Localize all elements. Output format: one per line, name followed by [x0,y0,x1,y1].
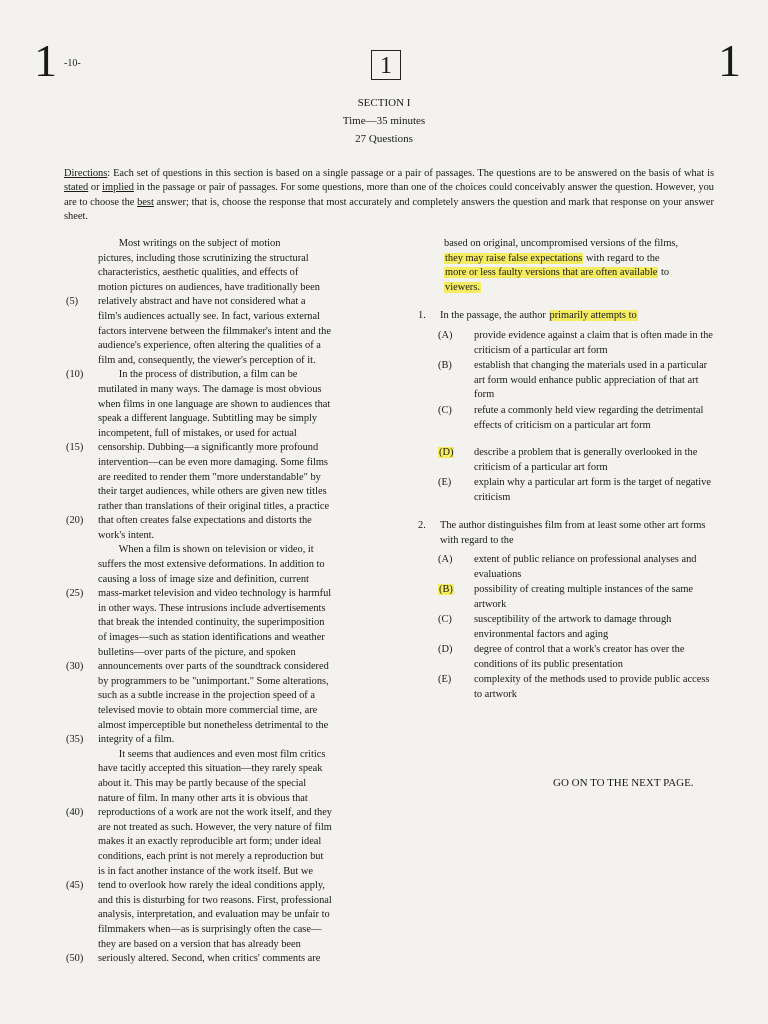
passage-line [66,660,386,675]
line-number: (20) [66,515,84,527]
line-text: rather than translations of their original titles, a practice [98,500,330,512]
passage-line [66,792,386,807]
line-number: (10) [66,369,84,381]
choice-text: complexity of the methods used to provide public access to artwork [474,674,710,700]
continuation-line: based on original, uncompromised versions of the films, [444,238,679,249]
choice-letter: (E) [438,674,452,685]
question-stem: The author distinguishes film from at least some other art forms with regard to the [440,520,706,546]
passage-line [66,325,386,340]
line-text: are not treated as such. However, the very nature of film [98,821,332,833]
directions-text: or [88,182,103,194]
passage-line [66,646,386,661]
choice-letter: (B) [438,360,452,371]
choice-text: possibility of creating multiple instances of the same artwork [474,584,694,610]
line-text: have tacitly accepted this situation—they rarely speak [98,763,323,775]
line-text: filmmakers when—as is surprisingly often the case— [98,923,322,935]
highlight-mark: more or less faulty versions that are often available [445,267,658,279]
passage-line [66,383,386,398]
passage-line [66,704,386,719]
passage-line [66,368,386,383]
line-text: film and, consequently, the viewer's perception of it. [98,354,316,366]
passage-line [66,952,386,967]
section-title: SECTION I [357,97,411,109]
passage-line [66,733,386,748]
line-text: In the process of distribution, a film can be [98,369,298,381]
line-text: characteristics, aesthetic qualities, and effects of [98,267,299,279]
question-2 [418,519,718,709]
highlight-mark: primarily attempts to [549,310,637,321]
line-text: televised movie to obtain more commercial time, are [98,705,318,716]
choice-letter: (E) [438,477,452,488]
choice-text: establish that changing the materials used in a particular art form would enhance public appreciation of that art form [474,360,708,401]
directions-stated: stated [64,182,89,194]
directions-text: answer; that is, choose the response that most accurately and completely answers the question and mark that response on your answer sheet. [64,196,714,222]
passage-line [66,558,386,573]
choice-letter: (A) [438,330,453,341]
passage-line [66,938,386,953]
section-number-left: 1 [34,35,57,86]
page-number: -10- [64,58,81,69]
line-text: suffers the most extensive deformations. In addition to [98,559,325,571]
passage-line [66,689,386,704]
passage-line [66,295,386,310]
line-text: makes it an exactly reproducible art form; under ideal [98,836,322,848]
line-text: when films in one language are shown to audiences that [98,398,331,410]
line-text: It seems that audiences and even most film critics [98,748,326,760]
line-text: integrity of a film. [98,734,175,746]
line-number: (5) [66,296,79,308]
passage-line [66,587,386,602]
line-number: (25) [66,588,84,600]
directions-label: Directions [64,168,108,179]
line-text: almost imperceptible but nonetheless detrimental to the [98,719,329,731]
directions-implied: implied [102,182,134,194]
passage-line [66,777,386,792]
passage-continuation [418,237,718,295]
line-number: (45) [66,880,84,892]
passage-line [66,339,386,354]
passage-line [66,500,386,515]
continuation-line: more or less faulty versions that are often available to [445,267,670,279]
question-1 [418,309,718,509]
passage-line [66,310,386,325]
question-stem: In the passage, the author primarily attempts to [440,310,637,321]
line-text: When a film is shown on television or video, it [98,544,314,556]
go-on-next-page: GO ON TO THE NEXT PAGE. [553,777,694,789]
line-text: conditions, each print is not merely a reproduction but [98,850,324,862]
line-text: are reedited to render them "more understandable" by [98,471,321,483]
passage-line [66,616,386,631]
line-text: pictures, including those scrutinizing the structural [98,252,309,264]
line-text: that often creates false expectations and distorts the [98,515,312,527]
choice-text: provide evidence against a claim that is often made in the criticism of a particular art form [474,330,713,356]
question-number: 1. [418,310,426,321]
choice-text: degree of control that a work's creator has over the conditions of its public presentation [474,644,685,670]
line-text: reproductions of a work are not the work itself, and they [98,807,333,819]
choice-letter [438,446,468,461]
line-text: bulletins—over parts of the picture, and spoken [98,646,296,658]
highlight-mark: viewers. [445,281,480,293]
line-text: such as a subtle increase in the projection speed of a [98,690,315,702]
reading-passage [66,237,386,967]
line-number: (50) [66,953,84,965]
passage-line [66,675,386,690]
question-number: 2. [418,520,426,531]
choice-text: extent of public reliance on professional analyses and evaluations [474,554,697,580]
passage-line [66,923,386,938]
line-text: that break the intended continuity, the superimposition [98,617,325,629]
passage-line [66,821,386,836]
line-text: speak a different language. Subtitling may be simply [98,413,318,425]
line-text: mutilated in many ways. The damage is most obvious [98,383,322,395]
line-text: nature of film. In many other arts it is obvious that [98,792,308,804]
highlight-mark: (D) [439,447,454,458]
passage-line [66,252,386,267]
highlight-mark: (B) [439,584,453,595]
passage-line [66,894,386,909]
section-time: Time—35 minutes [342,115,426,127]
passage-line [66,529,386,544]
passage-line [66,456,386,471]
line-text: they are based on a version that has already been [98,938,301,950]
line-text: mass-market television and video technology is harmful [98,588,332,600]
passage-line [66,514,386,529]
directions-best: best [137,196,154,208]
line-number: (15) [66,442,84,454]
line-text: work's intent. [98,529,155,541]
passage-line [66,865,386,880]
passage-line [66,806,386,821]
line-text: is in fact another instance of the work itself. But we [98,865,313,877]
question-count: 27 Questions [355,133,413,145]
choice-letter [438,583,468,598]
line-text: seriously altered. Second, when critics' comments are [98,953,321,965]
passage-line [66,748,386,763]
passage-line [66,879,386,894]
highlight-mark: they may raise false expectations [445,252,583,264]
passage-line [66,573,386,588]
line-text: Most writings on the subject of motion [98,238,281,249]
section-number-boxed: 1 [371,50,401,80]
passage-line [66,762,386,777]
line-number: (30) [66,661,84,673]
continuation-line [418,281,718,296]
passage-line [66,266,386,281]
line-text: audience's experience, often altering the qualities of a [98,340,321,352]
choice-letter: (A) [438,554,453,565]
passage-line [66,835,386,850]
line-text: announcements over parts of the soundtrack considered [98,661,329,673]
passage-line [66,719,386,734]
choice-text: refute a commonly held view regarding the detrimental effects of criticism on a particular art form [474,405,704,431]
directions-text: in the passage or pair of passages. For some questions, more than one of the choices could conceivably answer the question. However, you are to choose the [64,182,714,208]
line-number: (40) [66,807,84,819]
directions-text: : Each set of questions in this section is based on a single passage or a pair of passages. The questions are to be answered on the basis of what is [107,168,714,179]
passage-line [66,281,386,296]
choice-letter: (C) [438,614,452,625]
passage-line [66,427,386,442]
passage-line [66,412,386,427]
passage-line [66,850,386,865]
choice-text: susceptibility of the artwork to damage through environmental factors and aging [474,614,672,640]
line-text: relatively abstract and have not considered what a [98,296,306,308]
choice-letter: (D) [438,644,453,655]
line-text: censorship. Dubbing—a significantly more profound [98,442,319,454]
passage-line [66,602,386,617]
line-text: analysis, interpretation, and evaluation may be unfair to [98,909,330,921]
line-number: (35) [66,734,84,746]
line-text: incompetent, full of mistakes, or used for actual [98,427,297,439]
line-text: of images—such as station identifications and weather [98,632,325,644]
choice-text: explain why a particular art form is the target of negative criticism [474,477,711,503]
line-text: and this is disturbing for two reasons. First, professional [98,894,332,906]
line-text: in other ways. These intrusions include advertisements [98,602,326,614]
section-number-right: 1 [718,35,741,86]
line-text: about it. This may be partly because of the special [98,777,307,789]
passage-line [66,398,386,413]
continuation-line: they may raise false expectations with regard to the [445,252,660,264]
passage-line [66,631,386,646]
line-text: film's audiences actually see. In fact, various external [98,310,321,322]
passage-line [66,471,386,486]
passage-line [66,441,386,456]
choice-text: describe a problem that is generally overlooked in the criticism of a particular art form [474,447,698,473]
line-text: causing a loss of image size and definition, current [98,573,309,585]
line-text: tend to overlook how rarely the ideal conditions apply, [98,880,325,892]
line-text: their target audiences, while others are given new titles [98,486,327,498]
choice-letter: (C) [438,405,452,416]
directions [64,167,714,224]
passage-line [66,354,386,369]
passage-line [66,908,386,923]
line-text: intervention—can be even more damaging. Some films [98,456,328,468]
line-text: motion pictures on audiences, have traditionally been [98,281,320,293]
passage-line [66,543,386,558]
line-text: by programmers to be "unimportant." Some alterations, [98,675,329,687]
passage-line [66,485,386,500]
passage-line [66,237,386,252]
line-text: factors intervene between the filmmaker's intent and the [98,325,331,337]
